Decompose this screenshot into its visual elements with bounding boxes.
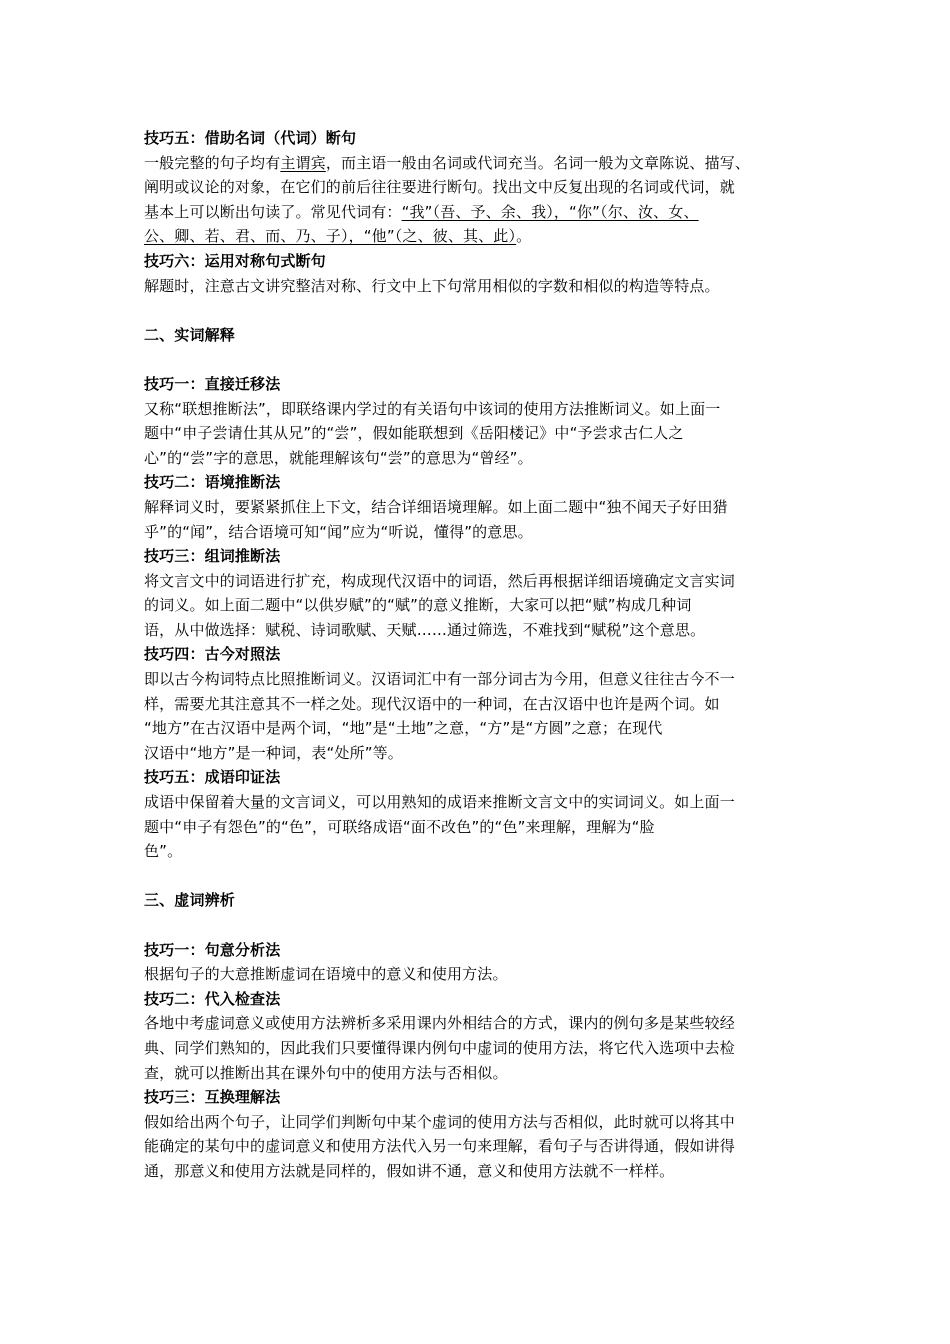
tip5-line-4: 公、卿、若、君、而、乃、子），“他”（之、彼、其、此）。 [144,227,532,246]
tip5-line-2: 阐明或议论的对象，在它们的前后往往要进行断句。找出文中反复出现的名词或代词，就 [144,178,735,197]
s2-tip1-line-3: 心”的“尝”字的意思，就能理解该句“尝”的意思为“曾经”。 [144,448,533,467]
s3-tip1-line-1: 根据句子的大意推断虚词在语境中的意义和使用方法。 [144,965,508,984]
s2-tip3-line-2: 的词义。如上面二题中“以供岁赋”的“赋”的意义推断，大家可以把“赋”构成几种词 [144,596,692,615]
s2-tip4-line-1: 即以古今构词特点比照推断词义。汉语词汇中有一部分词古为今用，但意义往往古今不一 [144,670,735,689]
s3-tip2-heading: 技巧二：代入检查法 [144,989,281,1008]
s2-tip5-line-3: 色”。 [144,842,183,861]
s3-tip3-line-3: 通，那意义和使用方法就是同样的，假如讲不通，意义和使用方法就不一样样。 [144,1161,675,1180]
underlined-term: 主谓宾 [280,153,326,172]
underlined-pronouns-cont: 公、卿、若、君、而、乃、子），“他”（之、彼、其、此） [144,227,517,246]
s2-tip2-line-1: 解释词义时，要紧紧抓住上下文，结合详细语境理解。如上面二题中“独不闻天子好田猎 [144,497,728,516]
document-page [144,126,812,1184]
s2-tip2-heading: 技巧二：语境推断法 [144,473,281,492]
tip6-heading: 技巧六：运用对称句式断句 [144,251,326,270]
underlined-pronouns: “我”（吾、予、余、我），“你”（尔、汝、女、 [401,202,699,221]
s3-tip3-line-1: 假如给出两个句子，让同学们判断句中某个虚词的使用方法与否相似，此时就可以将其中 [144,1112,735,1131]
s3-tip1-heading: 技巧一：句意分析法 [144,940,281,959]
s2-tip5-heading: 技巧五：成语印证法 [144,768,281,787]
s2-tip4-line-3: “地方”在古汉语中是两个词，“地”是“土地”之意，“方”是“方圆”之意；在现代 [144,719,663,738]
spacer [144,913,812,938]
s2-tip2-line-2: 乎”的“闻”，结合语境可知“闻”应为“听说，懂得”的意思。 [144,522,533,541]
s2-tip3-line-1: 将文言文中的词语进行扩充，构成现代汉语中的词语，然后再根据详细语境确定文言实词 [144,571,735,590]
s2-tip4-heading: 技巧四：古今对照法 [144,645,281,664]
s3-tip3-line-2: 能确定的某句中的虚词意义和使用方法代入另一句来理解，看句子与否讲得通，假如讲得 [144,1137,735,1156]
tip5-line-3: 基本上可以断出句读了。常见代词有：“我”（吾、予、余、我），“你”（尔、汝、女、 [144,202,699,221]
tip5-line-1: 一般完整的句子均有主谓宾，而主语一般由名词或代词充当。名词一般为文章陈说、描写、 [144,153,751,172]
spacer [144,347,812,372]
s3-tip2-line-3: 查，就可以推断出其在课外句中的使用方法与否相似。 [144,1063,508,1082]
tip5-heading: 技巧五：借助名词（代词）断句 [144,129,357,147]
s2-tip5-line-2: 题中“申子有怨色”的“色”，可联络成语“面不改色”的“色”来理解，理解为“脸 [144,817,655,836]
s2-tip1-line-2: 题中“申子尝请仕其从兄”的“尝”，假如能联想到《岳阳楼记》中“予尝求古仁人之 [144,424,684,443]
spacer [144,298,812,323]
s2-tip4-line-2: 样，需要尤其注意其不一样之处。现代汉语中的一种词，在古汉语中也许是两个词。如 [144,694,720,713]
section3-title: 三、虚词辨析 [144,891,235,910]
s3-tip2-line-1: 各地中考虚词意义或使用方法辨析多采用课内外相结合的方式，课内的例句多是某些较经 [144,1014,735,1033]
s3-tip3-heading: 技巧三：互换理解法 [144,1088,281,1107]
s2-tip1-heading: 技巧一：直接迁移法 [144,374,281,393]
s2-tip3-line-3: 语，从中做选择：赋税、诗词歌赋、天赋……通过筛选，不难找到“赋税”这个意思。 [144,620,706,639]
s2-tip3-heading: 技巧三：组词推断法 [144,547,281,566]
s3-tip2-line-2: 典、同学们熟知的，因此我们只要懂得课内例句中虚词的使用方法，将它代入选项中去检 [144,1038,735,1057]
s2-tip5-line-1: 成语中保留着大量的文言词义，可以用熟知的成语来推断文言文中的实词词义。如上面一 [144,793,735,812]
tip6-line-1: 解题时，注意古文讲究整洁对称、行文中上下句常用相似的字数和相似的构造等特点。 [144,276,720,295]
s2-tip4-line-4: 汉语中“地方”是一种词，表“处所”等。 [144,743,403,762]
section2-title: 二、实词解释 [144,325,235,344]
s2-tip1-line-1: 又称“联想推断法”，即联络课内学过的有关语句中该词的使用方法推断词义。如上面一 [144,399,721,418]
spacer [144,864,812,889]
